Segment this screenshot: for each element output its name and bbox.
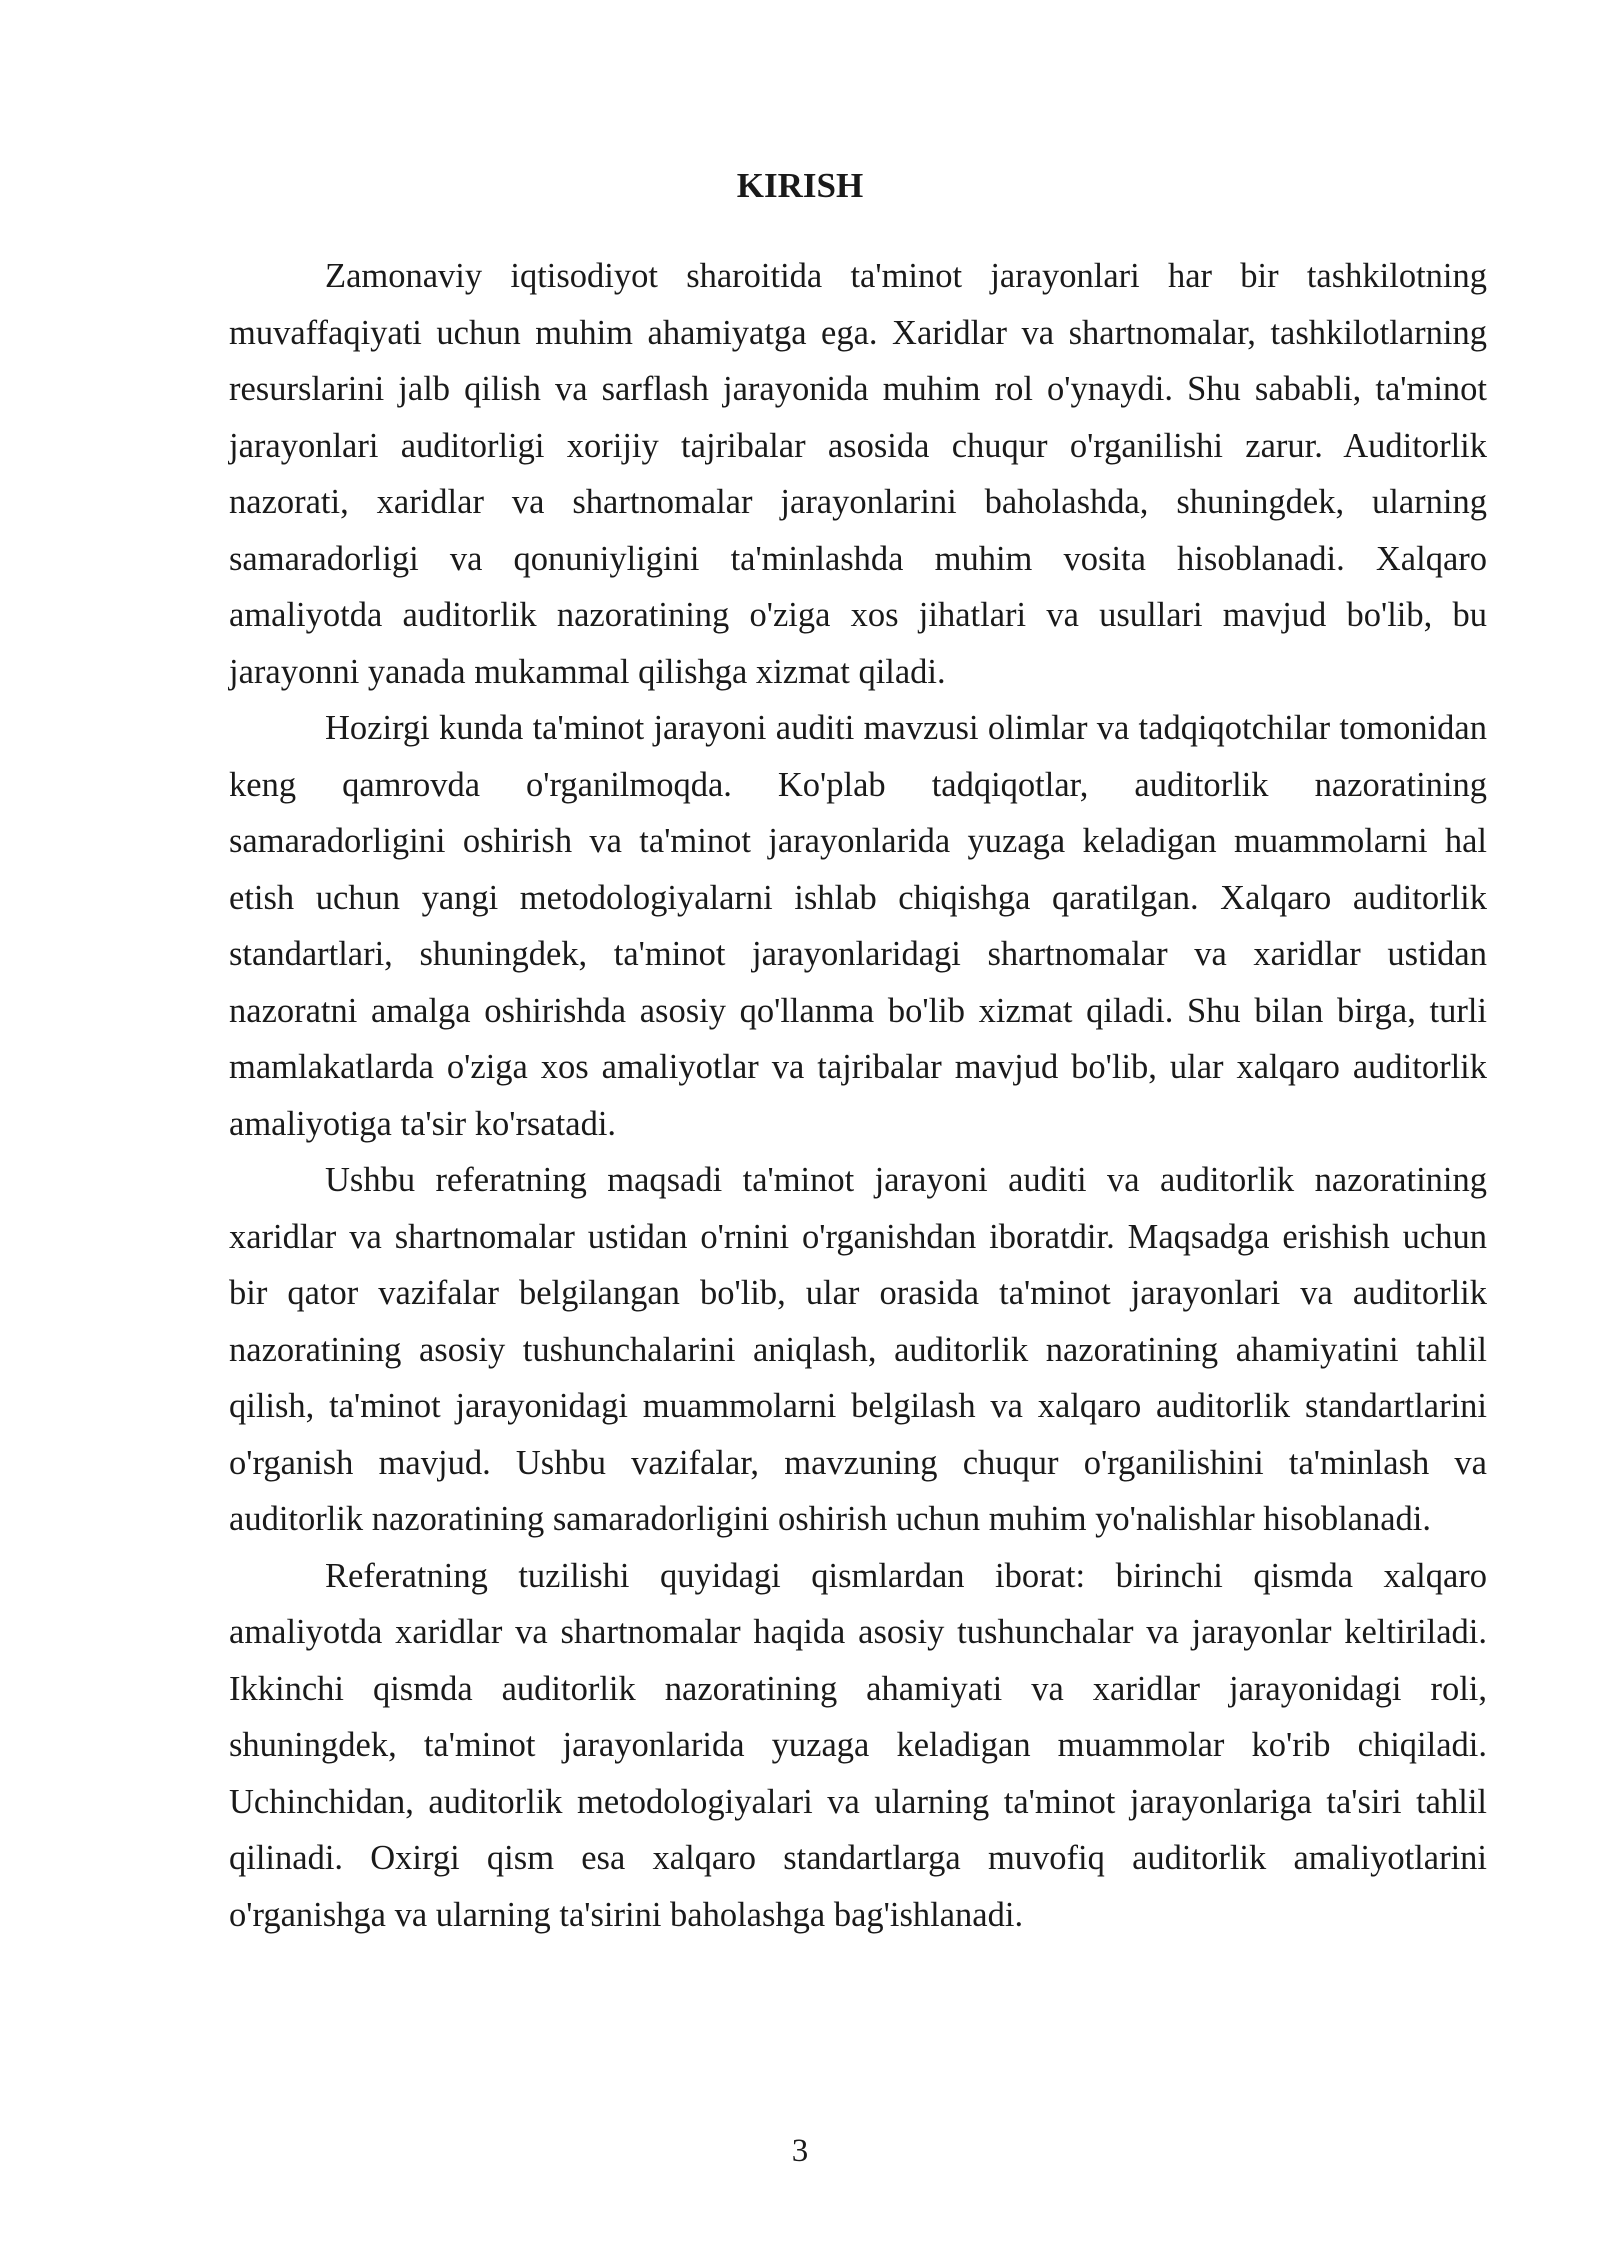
paragraph-2: Hozirgi kunda ta'minot jarayoni auditi mavzusi olimlar va tadqiqotchilar tomonidan keng qamrovda o'rganilmoqda. Ko'plab tadqiqotlar, auditorlik nazoratining samaradorligini oshirish va ta'minot jarayonlarida yuzaga keladigan muammolarni hal etish uchun yangi metodologiyalarni ishlab chiqishga qaratilgan. Xalqaro auditorlik standartlari, shuningdek, ta'minot jarayonlaridagi shartnomalar va xaridlar ustidan nazoratni amalga oshirishda asosiy qo'llanma bo'lib xizmat qiladi. Shu bilan birga, turli mamlakatlarda o'ziga xos amaliyotlar va tajribalar mavjud bo'lib, ular xalqaro auditorlik amaliyotiga ta'sir ko'rsatadi. xyxy=(229,709,1487,1143)
paragraph-1: Zamonaviy iqtisodiyot sharoitida ta'minot jarayonlari har bir tashkilotning muvaffaqiyati uchun muhim ahamiyatga ega. Xaridlar va shartnomalar, tashkilotlarning resurslarini jalb qilish va sarflash jarayonida muhim rol o'ynaydi. Shu sababli, ta'minot jarayonlari auditorligi xorijiy tajribalar asosida chuqur o'rganilishi zarur. Auditorlik nazorati, xaridlar va shartnomalar jarayonlarini baholashda, shuningdek, ularning samaradorligi va qonuniyligini ta'minlashda muhim vosita hisoblanadi. Xalqaro amaliyotda auditorlik nazoratining o'ziga xos jihatlari va usullari mavjud bo'lib, bu jarayonni yanada mukammal qilishga xizmat qiladi. xyxy=(229,257,1487,691)
paragraph-4: Referatning tuzilishi quyidagi qismlardan iborat: birinchi qismda xalqaro amaliyotda xaridlar va shartnomalar haqida asosiy tushunchalar va jarayonlar keltiriladi. Ikkinchi qismda auditorlik nazoratining ahamiyati va xaridlar jarayonidagi roli, shuningdek, ta'minot jarayonlarida yuzaga keladigan muammolar ko'rib chiqiladi. Uchinchidan, auditorlik metodologiyalari va ularning ta'minot jarayonlariga ta'siri tahlil qilinadi. Oxirgi qism esa xalqaro standartlarga muvofiq auditorlik amaliyotlarini o'rganishga va ularning ta'sirini baholashga bag'ishlanadi. xyxy=(229,1556,1487,1934)
body-text xyxy=(229,248,1487,1943)
paragraph-3: Ushbu referatning maqsadi ta'minot jarayoni auditi va auditorlik nazoratining xaridlar va shartnomalar ustidan o'rnini o'rganishdan iboratdir. Maqsadga erishish uchun bir qator vazifalar belgilangan bo'lib, ular orasida ta'minot jarayonlari va auditorlik nazoratining asosiy tushunchalarini aniqlash, auditorlik nazoratining ahamiyatini tahlil qilish, ta'minot jarayonidagi muammolarni belgilash va xalqaro auditorlik standartlarini o'rganish mavjud. Ushbu vazifalar, mavzuning chuqur o'rganilishini ta'minlash va auditorlik nazoratining samaradorligini oshirish uchun muhim yo'nalishlar hisoblanadi. xyxy=(229,1161,1487,1538)
page-number: 3 xyxy=(791,2133,809,2169)
page-title: KIRISH xyxy=(736,166,864,205)
